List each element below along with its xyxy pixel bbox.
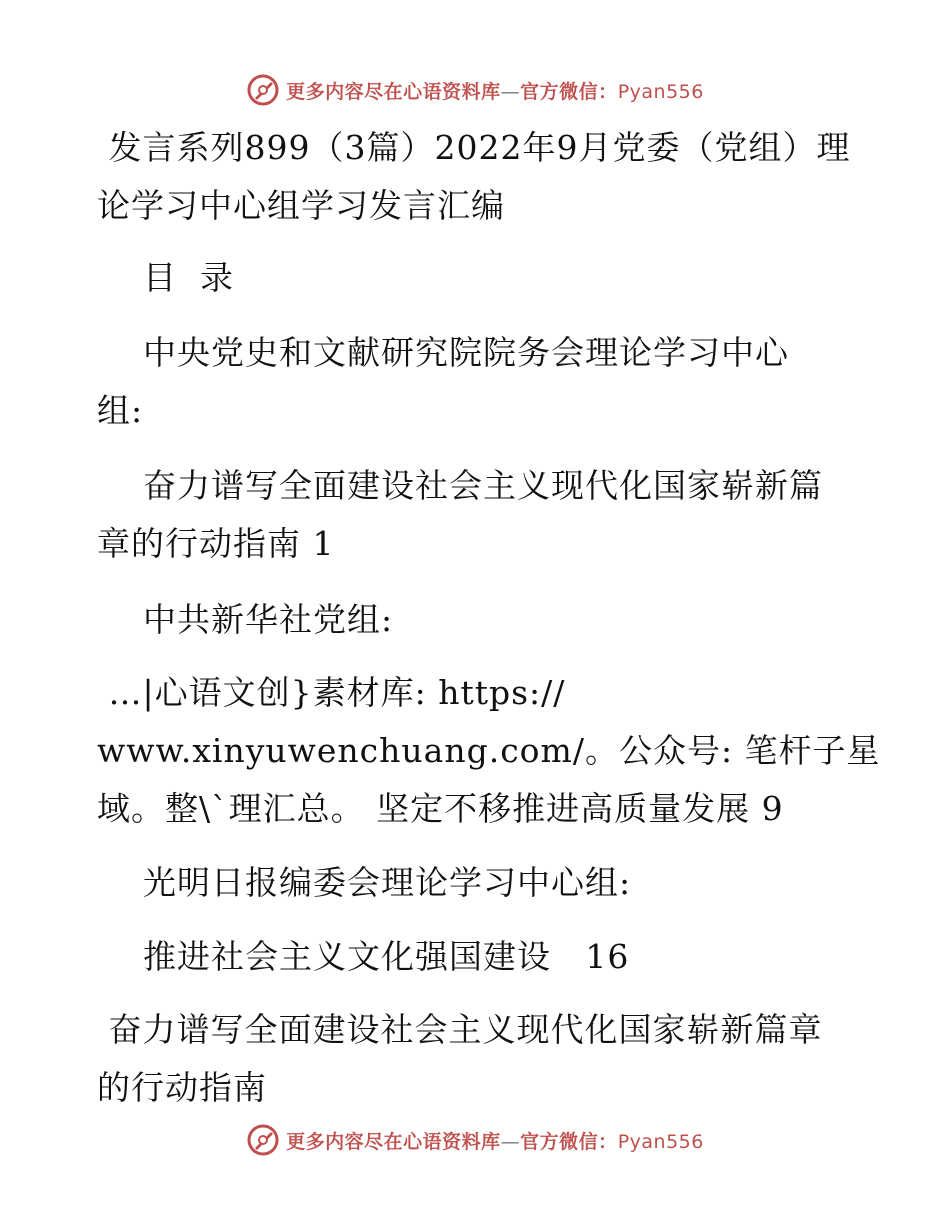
toc-heading: 目 录 <box>97 258 234 297</box>
toc-entry-line: 中共新华社党组: <box>97 600 394 639</box>
pen-logo-icon <box>246 73 280 107</box>
section-heading-line-1: 奋力谱写全面建设社会主义现代化国家崭新篇章 <box>97 1010 823 1049</box>
pen-logo-icon <box>246 1123 280 1157</box>
section-heading-line-2: 的行动指南 <box>97 1068 267 1107</box>
toc-entry-line: 推进社会主义文化强国建设 16 <box>97 937 630 976</box>
footer-watermark-banner <box>0 1120 950 1160</box>
toc-entry-line: 中央党史和文献研究院院务会理论学习中心 <box>97 333 789 372</box>
toc-entry-line: 章的行动指南 1 <box>97 524 335 563</box>
toc-entry-line: 组: <box>97 391 144 430</box>
header-watermark-banner <box>0 70 950 110</box>
toc-entry-line: …|心语文创}素材库: https:// <box>97 673 566 712</box>
toc-entry-line: 光明日报编委会理论学习中心组: <box>97 863 632 902</box>
footer-watermark-text: 更多内容尽在心语资料库—官方微信：Pyan556 <box>286 1130 704 1153</box>
title-line-2: 论学习中心组学习发言汇编 <box>97 186 505 225</box>
header-watermark-text: 更多内容尽在心语资料库—官方微信：Pyan556 <box>286 80 704 103</box>
toc-entry-line: www.xinyuwenchuang.com/。公众号: 笔杆子星 <box>97 731 881 770</box>
toc-entry-line: 奋力谱写全面建设社会主义现代化国家崭新篇 <box>97 466 823 505</box>
toc-entry-line: 域。整\`理汇总。 坚定不移推进高质量发展 9 <box>97 789 784 828</box>
title-line-1: 发言系列899（3篇）2022年9月党委（党组）理 <box>97 128 851 167</box>
